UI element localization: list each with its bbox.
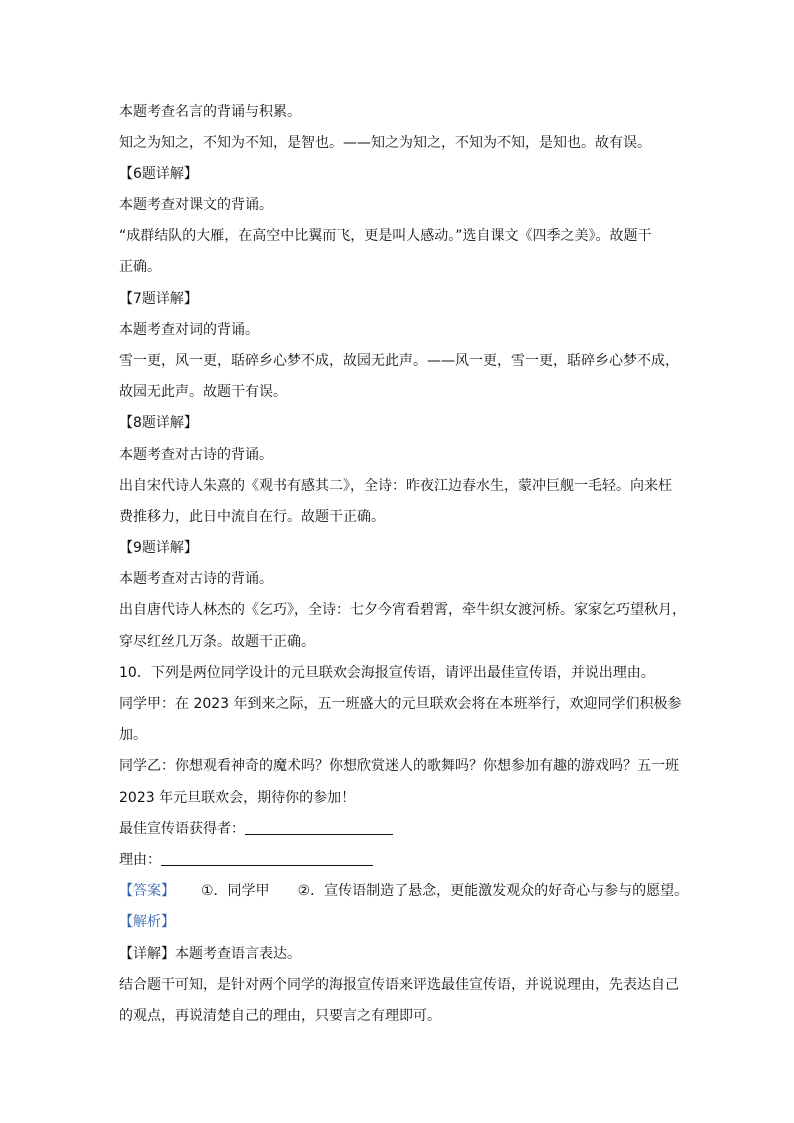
text-line: 本题考查名言的背诵与积累。 [119, 104, 301, 120]
detail-label: 【详解】 [119, 946, 175, 962]
answer-label: 【答案】 [119, 883, 175, 899]
question-10: 10．下列是两位同学设计的元旦联欢会海报宣传语，请评出最佳宣传语，并说出理由。 [119, 665, 655, 681]
answer-part-1: ①．同学甲 [201, 883, 270, 899]
detail-line [119, 944, 689, 964]
analysis-line [119, 912, 689, 932]
text-line: 雪一更，风一更，聒碎乡心梦不成，故园无此声。——风一更，雪一更，聒碎乡心梦不成， [119, 353, 679, 369]
reason-label: 理由： [119, 852, 161, 868]
text-line: 的观点，再说清楚自己的理由，只要言之有理即可。 [119, 1008, 441, 1024]
text-line: 本题考查对古诗的背诵。 [119, 571, 273, 587]
answer-part-2: ②．宣传语制造了悬念，更能激发观众的好奇心与参与的愿望。 [297, 883, 689, 899]
text-line: 出自唐代诗人林杰的《乞巧》，全诗：七夕今宵看碧霄，牵牛织女渡河桥。家家乞巧望秋月， [119, 602, 686, 618]
text-line: 本题考查对词的背诵。 [119, 322, 259, 338]
text-line: 本题考查对古诗的背诵。 [119, 447, 273, 463]
text-line: 2023 年元旦联欢会，期待你的参加！ [119, 790, 356, 806]
detail-text: 本题考查语言表达。 [175, 946, 301, 962]
text-line: “成群结队的大雁，在高空中比翼而飞，更是叫人感动。”选自课文《四季之美》。故题干 [119, 228, 652, 244]
section-heading-9: 【9题详解】 [119, 540, 198, 556]
text-line: 正确。 [119, 259, 161, 275]
text-line: 故园无此声。故题干有误。 [119, 384, 287, 400]
analysis-label: 【解析】 [119, 914, 175, 930]
reason-blank-line [119, 850, 689, 870]
winner-label: 最佳宣传语获得者： [119, 821, 245, 837]
section-heading-7: 【7题详解】 [119, 291, 198, 307]
text-line: 加。 [119, 727, 147, 743]
text-line: 出自宋代诗人朱熹的《观书有感其二》，全诗：昨夜江边春水生，蒙冲巨舰一毛轻。向来枉 [119, 478, 672, 494]
text-line: 同学甲：在 2023 年到来之际，五一班盛大的元旦联欢会将在本班举行，欢迎同学们积极参 [119, 696, 682, 712]
answer-line [119, 881, 689, 901]
winner-blank [245, 820, 393, 835]
text-line: 知之为知之，不知为不知，是智也。——知之为知之，不知为不知，是知也。故有误。 [119, 135, 651, 151]
text-line: 本题考查对课文的背诵。 [119, 197, 273, 213]
text-line: 穿尽红丝几万条。故题干正确。 [119, 634, 315, 650]
reason-blank [161, 851, 373, 866]
text-line: 结合题干可知，是针对两个同学的海报宣传语来评选最佳宣传语，并说说理由，先表达自己 [119, 977, 679, 993]
text-line: 费推移力，此日中流自在行。故题干正确。 [119, 509, 385, 525]
section-heading-6: 【6题详解】 [119, 166, 198, 182]
text-line: 同学乙：你想观看神奇的魔术吗？你想欣赏迷人的歌舞吗？你想参加有趣的游戏吗？五一班 [119, 758, 679, 774]
section-heading-8: 【8题详解】 [119, 415, 198, 431]
winner-blank-line [119, 819, 689, 839]
